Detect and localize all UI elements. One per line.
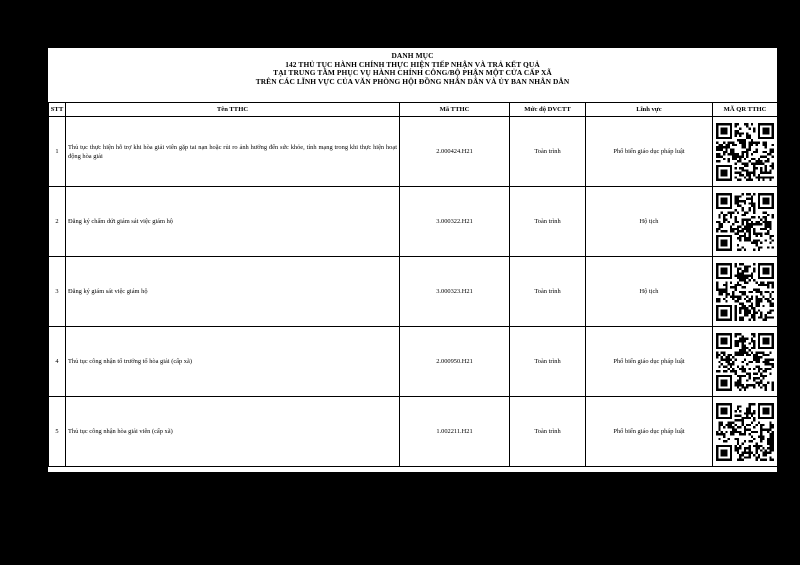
header-qr: MÃ QR TTHC <box>713 103 778 117</box>
table-row <box>49 117 778 187</box>
cell-stt: 1 <box>49 117 66 187</box>
qr-code-icon[interactable] <box>716 403 774 461</box>
qr-code-icon[interactable] <box>716 193 774 251</box>
cell-code: 3.000322.H21 <box>400 187 510 257</box>
cell-level: Toàn trình <box>510 327 586 397</box>
cell-level: Toàn trình <box>510 257 586 327</box>
qr-code-icon[interactable] <box>716 333 774 391</box>
qr-code-icon[interactable] <box>716 263 774 321</box>
procedures-table <box>48 102 778 467</box>
header-name: Tên TTHC <box>66 103 400 117</box>
cell-field: Phổ biến giáo dục pháp luật <box>586 327 713 397</box>
cell-field: Phổ biến giáo dục pháp luật <box>586 397 713 467</box>
cell-name: Đăng ký chấm dứt giám sát việc giám hộ <box>66 187 400 257</box>
document-page <box>48 48 777 472</box>
table-row <box>49 257 778 327</box>
cell-code: 1.002211.H21 <box>400 397 510 467</box>
cell-qr <box>713 397 778 467</box>
table-row <box>49 187 778 257</box>
header-stt: STT <box>49 103 66 117</box>
cell-stt: 4 <box>49 327 66 397</box>
cell-level: Toàn trình <box>510 117 586 187</box>
cell-name: Thủ tục thực hiện hỗ trợ khi hòa giải viên gặp tai nạn hoặc rủi ro ảnh hưởng đến sức khỏe, tính mạng trong khi thực hiện hoạt động hòa giải <box>66 117 400 187</box>
cell-level: Toàn trình <box>510 187 586 257</box>
cell-qr <box>713 187 778 257</box>
header-code: Mã TTHC <box>400 103 510 117</box>
cell-code: 2.000950.H21 <box>400 327 510 397</box>
header-level: Mức độ DVCTT <box>510 103 586 117</box>
cell-stt: 2 <box>49 187 66 257</box>
cell-qr <box>713 257 778 327</box>
cell-qr <box>713 327 778 397</box>
cell-stt: 3 <box>49 257 66 327</box>
cell-name: Thủ tục công nhận hòa giải viên (cấp xã) <box>66 397 400 467</box>
qr-code-icon[interactable] <box>716 123 774 181</box>
cell-field: Phổ biến giáo dục pháp luật <box>586 117 713 187</box>
table-row <box>49 327 778 397</box>
heading-line-4: TRÊN CÁC LĨNH VỰC CỦA VĂN PHÒNG HỘI ĐỒNG NHÂN DÂN VÀ ỦY BAN NHÂN DÂN <box>255 76 570 86</box>
cell-field: Hộ tịch <box>586 187 713 257</box>
cell-code: 3.000323.H21 <box>400 257 510 327</box>
cell-level: Toàn trình <box>510 397 586 467</box>
cell-qr <box>713 117 778 187</box>
cell-field: Hộ tịch <box>586 257 713 327</box>
heading-line-1: DANH MỤC <box>391 51 434 60</box>
heading-line-2: 142 THỦ TỤC HÀNH CHÍNH THỰC HIỆN TIẾP NHẬN VÀ TRẢ KẾT QUẢ <box>285 59 540 69</box>
document-heading <box>48 52 777 86</box>
header-field: Lĩnh vực <box>586 103 713 117</box>
cell-name: Đăng ký giám sát việc giám hộ <box>66 257 400 327</box>
table-header-row <box>49 103 778 117</box>
heading-line-3: TẠI TRUNG TÂM PHỤC VỤ HÀNH CHÍNH CÔNG/BỘ PHẬN MỘT CỬA CẤP XÃ <box>273 68 552 78</box>
table-row <box>49 397 778 467</box>
cell-code: 2.000424.H21 <box>400 117 510 187</box>
cell-name: Thủ tục công nhận tổ trưởng tổ hòa giải (cấp xã) <box>66 327 400 397</box>
cell-stt: 5 <box>49 397 66 467</box>
